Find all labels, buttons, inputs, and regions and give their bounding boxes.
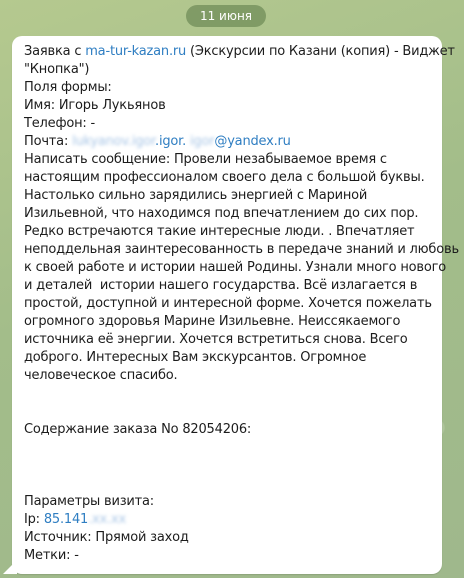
email-field [24, 133, 432, 151]
site-link[interactable]: ma-tur-kazan.ru [85, 44, 187, 59]
message-text-line: огромного здоровья Марине Изильевне. Неиссякаемого [24, 314, 401, 329]
ip-link[interactable]: 85.141 [43, 512, 89, 527]
ip-label: Ip: [24, 512, 44, 527]
message-text-line: настоящим профессионалом своего дела с большой буквы. [24, 170, 425, 185]
blank-line [24, 457, 432, 475]
message-text-line: неподдельная заинтересованность в передаче знаний и любовь [24, 242, 459, 257]
message-header-line-2: "Кнопка") [24, 62, 90, 77]
blank-line [24, 385, 432, 403]
message-text-line: Настолько сильно зарядились энергией с Мариной [24, 188, 368, 203]
email-domain-link[interactable]: @yandex.ru [214, 134, 291, 149]
name-field: Имя: Игорь Лукьянов [24, 98, 166, 113]
message-text-line: Редко встречаются такие интересные люди. . Впечатляет [24, 224, 415, 239]
message-header-line [24, 43, 455, 61]
email-label: Почта: [24, 134, 73, 149]
tags-field: Метки: - [24, 548, 79, 563]
blank-line [24, 475, 432, 493]
message-text-line: человеческое спасибо. [24, 368, 178, 383]
email-link-part[interactable]: .igor. [155, 134, 187, 149]
visit-params-title: Параметры визита: [24, 494, 154, 509]
message-text-line: простой, доступной и интересной форме. Хочется пожелать [24, 296, 432, 311]
message-text-line: и деталей истории нашего государства. Всё излагается в [24, 278, 418, 293]
header-prefix: Заявка с [24, 44, 86, 59]
email-redacted-part: lukyanov.igor [72, 134, 156, 149]
message-bubble[interactable] [12, 36, 459, 574]
message-text-line: Изильевной, что находимся под впечатлением до сих пор. [24, 206, 419, 221]
header-suffix: (Экскурсии по Казани (копия) - Виджет [186, 44, 455, 59]
date-separator: 11 июня [186, 5, 266, 27]
blank-line [24, 403, 432, 421]
order-content-line: Содержание заказа No 82054206: [24, 422, 252, 437]
message-text-line: Написать сообщение: Провели незабываемое время с [24, 152, 387, 167]
email-redacted-part-2: igor [190, 134, 215, 149]
source-field: Источник: Прямой заход [24, 530, 189, 545]
blank-line [24, 439, 432, 457]
message-text-line: доброго. Интересных Вам экскурсантов. Огромное [24, 350, 367, 365]
form-fields-title: Поля формы: [24, 80, 112, 95]
ip-redacted-part: .xx.xx [88, 512, 126, 527]
ip-field [24, 511, 432, 529]
message-text-line: источника её энергии. Хочется встретиться снова. Всего [24, 332, 408, 347]
message-text-line: к своей работе и истории нашей Родины. Узнали много нового [24, 260, 447, 275]
phone-field: Телефон: - [24, 116, 96, 131]
